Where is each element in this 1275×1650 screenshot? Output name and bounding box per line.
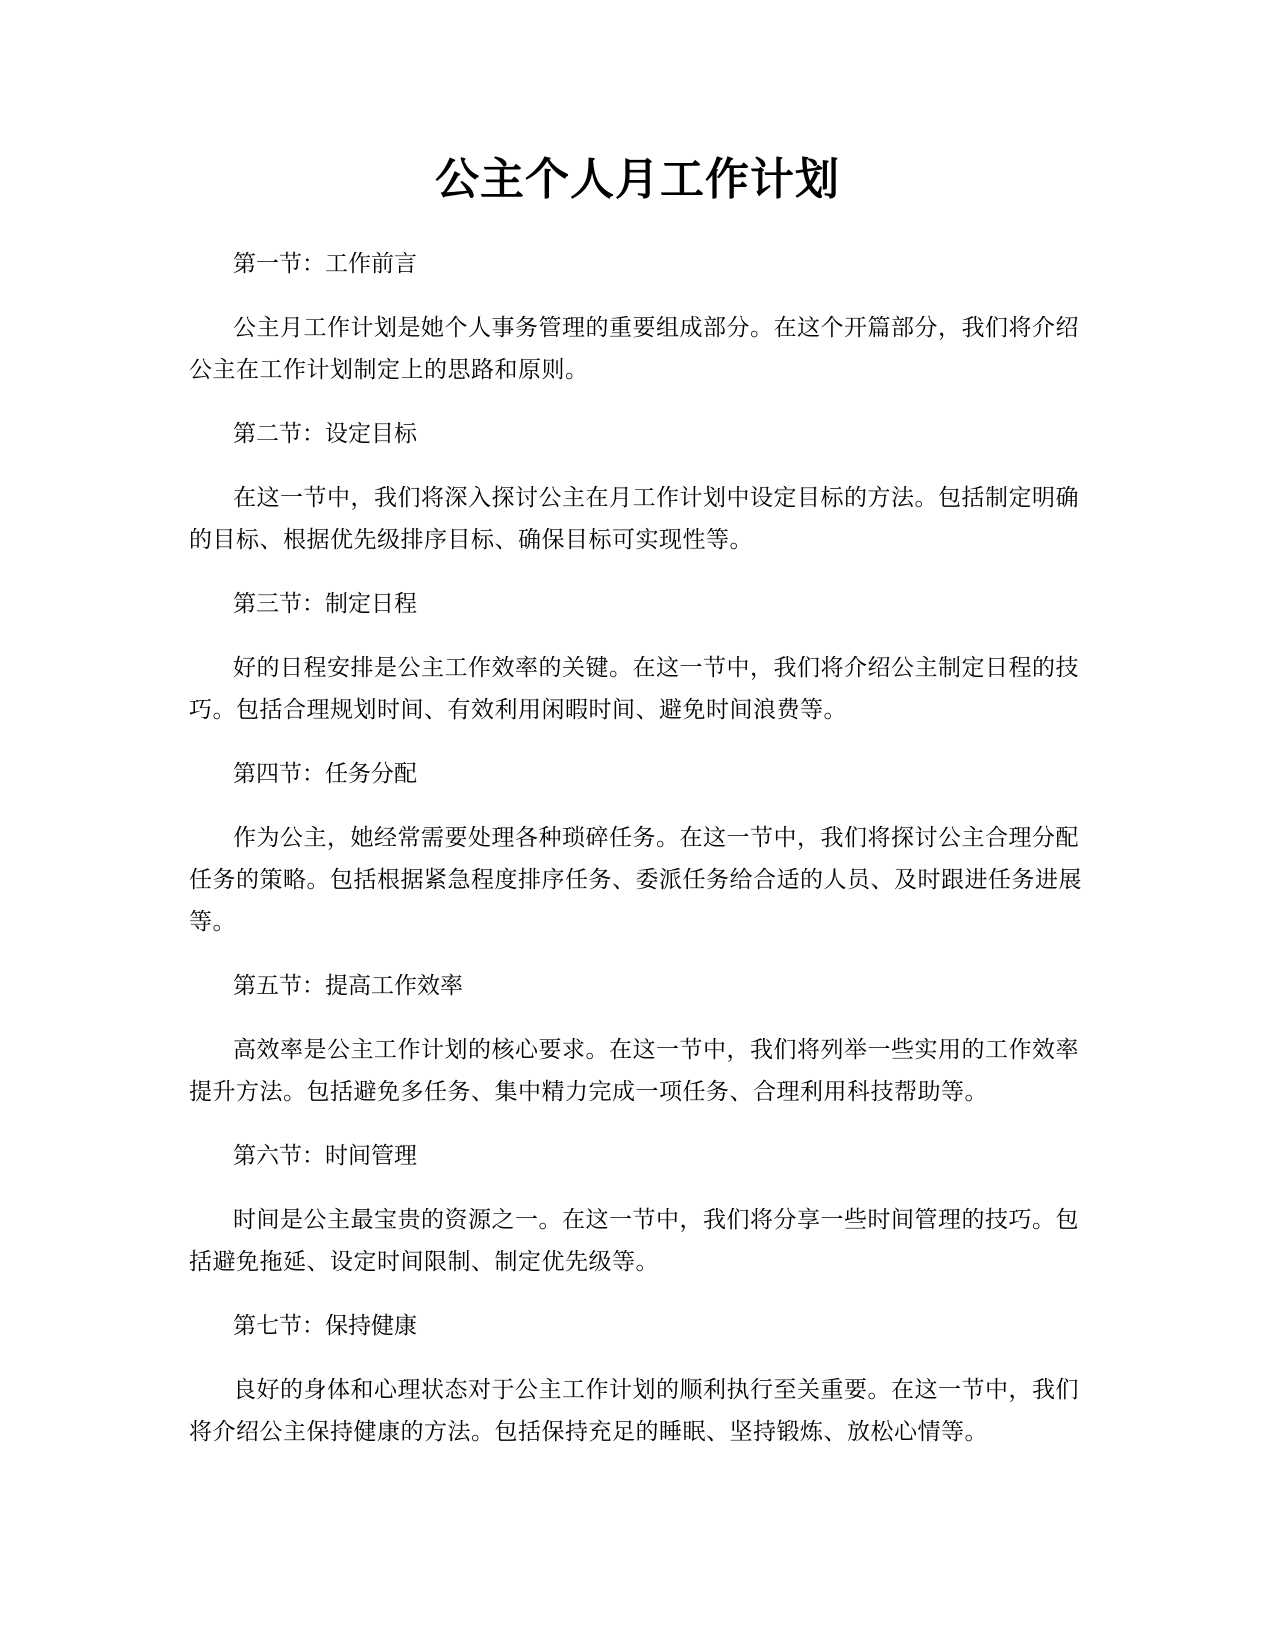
section-7 <box>189 1306 1089 1453</box>
section-heading: 第二节：设定目标 <box>233 421 417 447</box>
section-paragraph: 在这一节中，我们将深入探讨公主在月工作计划中设定目标的方法。包括制定明确的目标、根据优先级排序目标、确保目标可实现性等。 <box>189 485 1079 553</box>
section-heading: 第七节：保持健康 <box>233 1313 417 1339</box>
section-heading: 第三节：制定日程 <box>233 591 417 617</box>
section-paragraph: 良好的身体和心理状态对于公主工作计划的顺利执行至关重要。在这一节中，我们将介绍公主保持健康的方法。包括保持充足的睡眠、坚持锻炼、放松心情等。 <box>189 1377 1079 1445</box>
section-paragraph: 公主月工作计划是她个人事务管理的重要组成部分。在这个开篇部分，我们将介绍公主在工作计划制定上的思路和原则。 <box>189 315 1079 383</box>
section-5 <box>189 966 1089 1113</box>
section-paragraph: 好的日程安排是公主工作效率的关键。在这一节中，我们将介绍公主制定日程的技巧。包括合理规划时间、有效利用闲暇时间、避免时间浪费等。 <box>189 655 1079 723</box>
section-heading: 第五节：提高工作效率 <box>233 973 463 999</box>
section-paragraph: 作为公主，她经常需要处理各种琐碎任务。在这一节中，我们将探讨公主合理分配任务的策略。包括根据紧急程度排序任务、委派任务给合适的人员、及时跟进任务进展等。 <box>189 825 1082 935</box>
section-paragraph: 高效率是公主工作计划的核心要求。在这一节中，我们将列举一些实用的工作效率提升方法。包括避免多任务、集中精力完成一项任务、合理利用科技帮助等。 <box>189 1037 1079 1105</box>
section-6 <box>189 1136 1089 1283</box>
section-2 <box>189 414 1089 561</box>
section-heading: 第四节：任务分配 <box>233 761 417 787</box>
section-3 <box>189 584 1089 731</box>
document-body <box>189 244 1089 1476</box>
section-heading: 第一节：工作前言 <box>233 251 417 277</box>
section-heading: 第六节：时间管理 <box>233 1143 417 1169</box>
section-1 <box>189 244 1089 391</box>
section-4 <box>189 754 1089 943</box>
section-paragraph: 时间是公主最宝贵的资源之一。在这一节中，我们将分享一些时间管理的技巧。包括避免拖延、设定时间限制、制定优先级等。 <box>189 1207 1079 1275</box>
document-title: 公主个人月工作计划 <box>435 154 840 205</box>
